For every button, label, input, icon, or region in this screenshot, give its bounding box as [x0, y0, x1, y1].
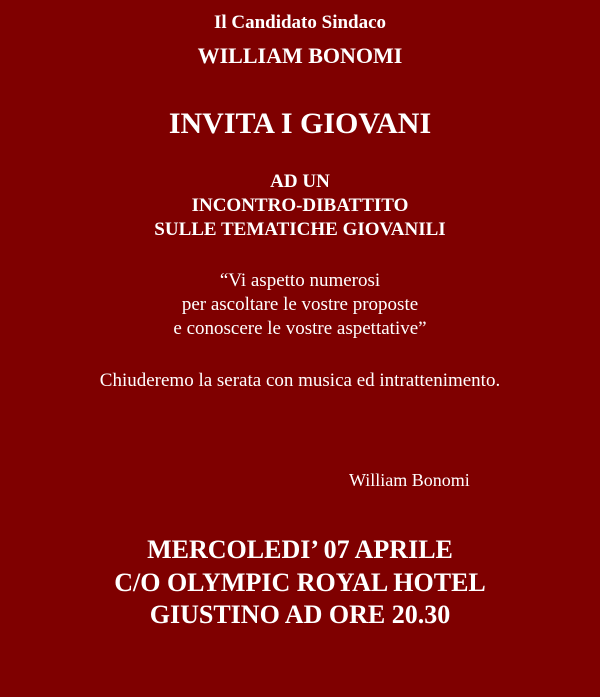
header-candidate-name: WILLIAM BONOMI [197, 43, 403, 68]
event-date: MERCOLEDI’ 07 APRILE [147, 535, 453, 564]
subtitle-line-3: SULLE TEMATICHE GIOVANILI [154, 219, 446, 240]
subtitle-line-2: INCONTRO-DIBATTITO [191, 195, 409, 216]
quote-line-1: “Vi aspetto numerosi [219, 270, 381, 291]
event-place-time: GIUSTINO AD ORE 20.30 [149, 600, 451, 629]
signature: William Bonomi [349, 470, 470, 490]
subtitle-line-1: AD UN [270, 171, 330, 192]
invitation-title: INVITA I GIOVANI [168, 107, 432, 140]
event-venue: C/O OLYMPIC ROYAL HOTEL [114, 568, 486, 597]
quote-line-3: e conoscere le vostre aspettative” [173, 318, 427, 339]
quote-line-2: per ascoltare le vostre proposte [181, 294, 419, 315]
header-line-1: Il Candidato Sindaco [213, 12, 387, 33]
closing-text: Chiuderemo la serata con musica ed intrattenimento. [99, 370, 501, 391]
